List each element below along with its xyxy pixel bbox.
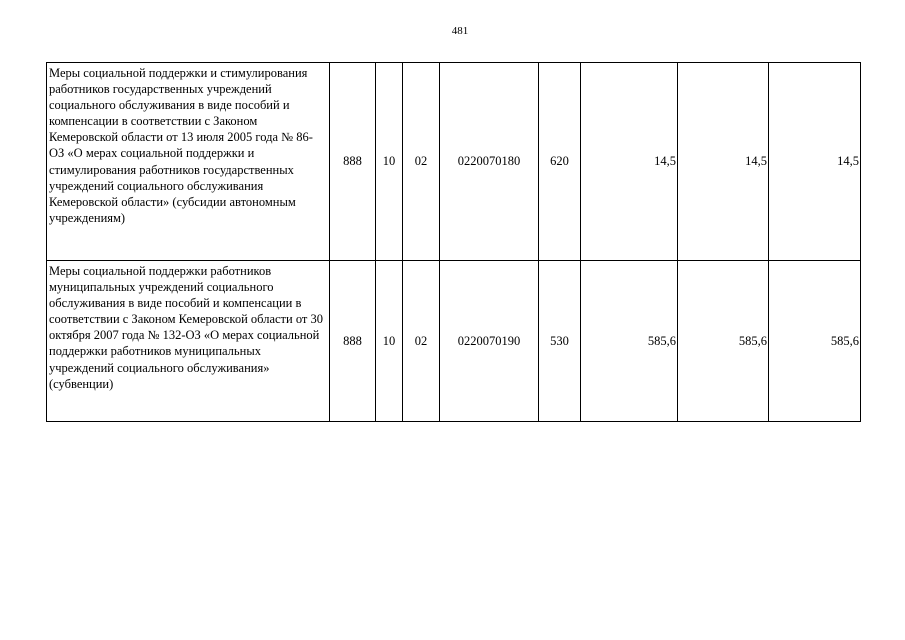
amount-cell: 585,6 (581, 261, 678, 422)
description-cell: Меры социальной поддержки работников муниципальных учреждений социального обслуживания в виде пособий и компенсации в соответствии с Законом Кемеровской области от 30 октября 2007 года № 132-ОЗ «О мерах социальной поддержки работников муниципальных учреждений социального обслуживания» (субвенции) (47, 261, 330, 422)
table-row (47, 63, 861, 261)
ministry-code-cell: 888 (330, 63, 376, 261)
subsection-code-cell: 02 (403, 63, 440, 261)
section-code-cell: 10 (376, 63, 403, 261)
table-row (47, 261, 861, 422)
target-item-cell: 0220070190 (440, 261, 539, 422)
amount-cell: 14,5 (678, 63, 769, 261)
section-code-cell: 10 (376, 261, 403, 422)
page-number: 481 (451, 25, 469, 37)
description-cell: Меры социальной поддержки и стимулирования работников государственных учреждений социального обслуживания в виде пособий и компенсации в соответствии с Законом Кемеровской области от 13 июля 2005 года № 86-ОЗ «О мерах социальной поддержки и стимулирования работников государственных учреждений социального обслуживания Кемеровской области» (субсидии автономным учреждениям) (47, 63, 330, 261)
subsection-code-cell: 02 (403, 261, 440, 422)
expense-type-cell: 530 (539, 261, 581, 422)
amount-cell: 585,6 (678, 261, 769, 422)
amount-cell: 585,6 (769, 261, 861, 422)
budget-table (46, 62, 861, 422)
amount-cell: 14,5 (769, 63, 861, 261)
target-item-cell: 0220070180 (440, 63, 539, 261)
expense-type-cell: 620 (539, 63, 581, 261)
amount-cell: 14,5 (581, 63, 678, 261)
ministry-code-cell: 888 (330, 261, 376, 422)
